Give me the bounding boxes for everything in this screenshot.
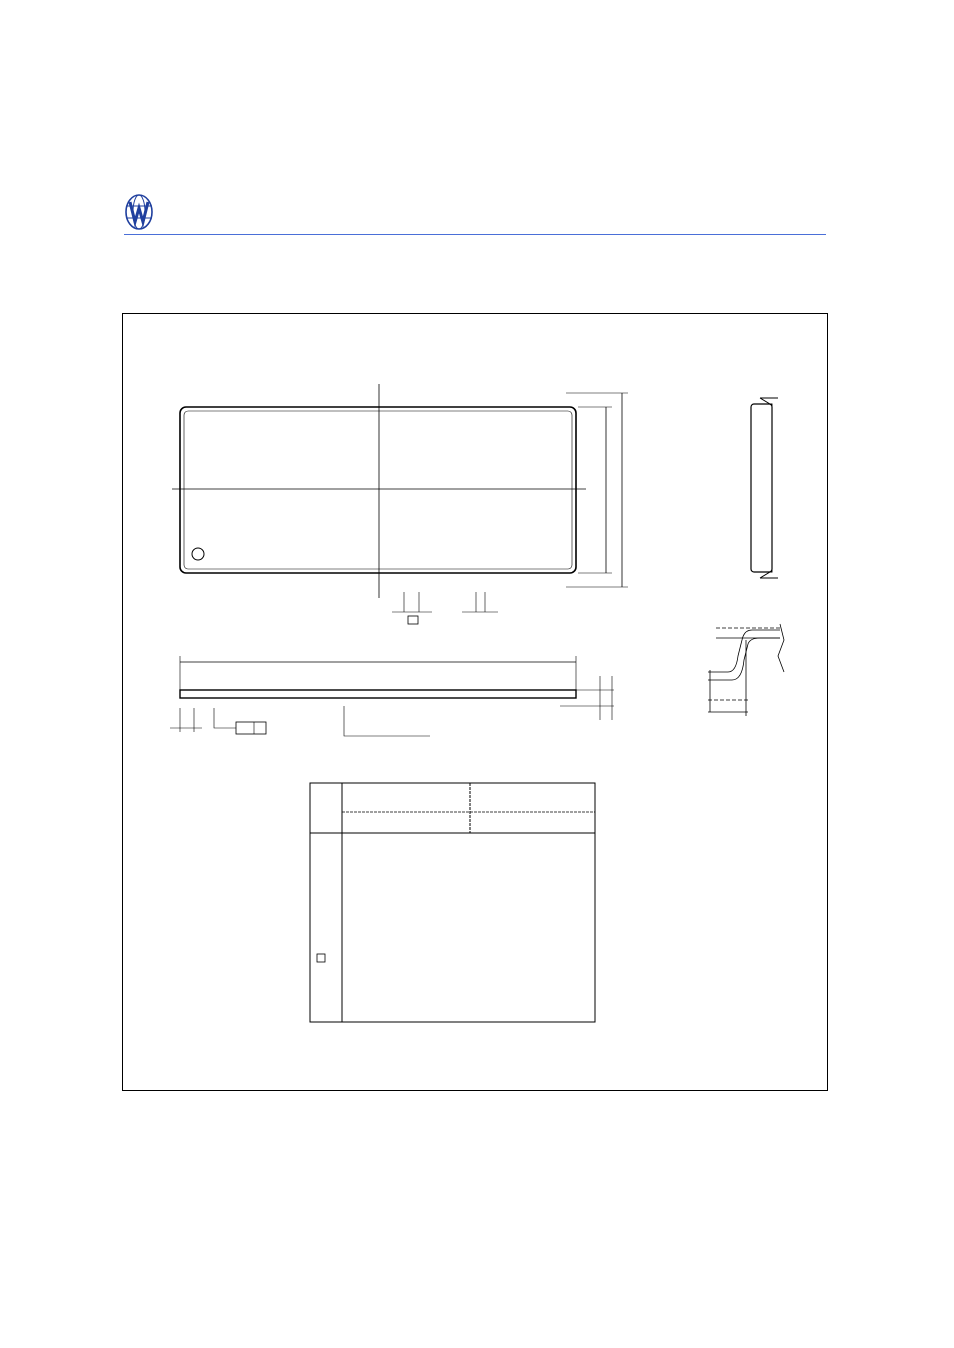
top-view-body bbox=[180, 407, 576, 573]
end-view bbox=[760, 398, 772, 578]
front-view-body bbox=[180, 690, 576, 698]
dimension-table bbox=[310, 783, 595, 1022]
pin1-marker bbox=[192, 548, 204, 560]
lead-detail bbox=[708, 624, 784, 716]
flatness-symbol bbox=[317, 954, 325, 962]
